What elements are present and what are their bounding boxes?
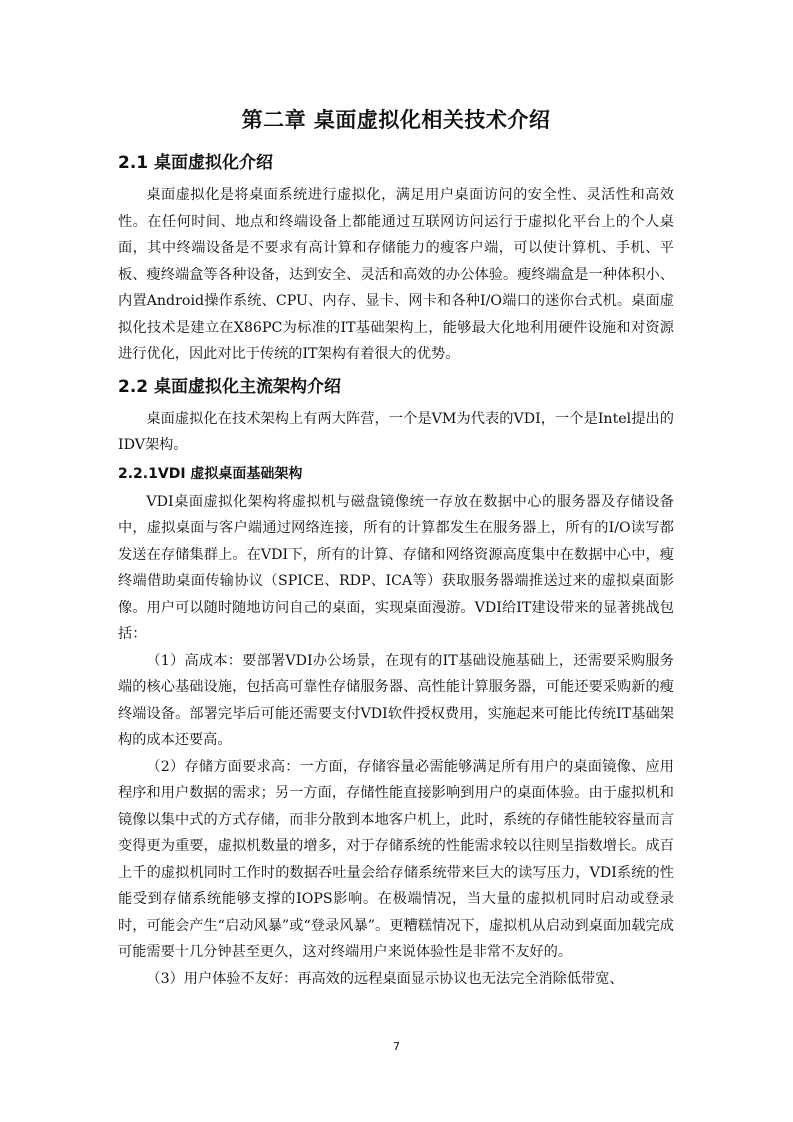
chapter-title: 第二章 桌面虚拟化相关技术介绍: [241, 108, 551, 132]
paragraph: （1）高成本：要部署VDI办公场景，在现有的IT基础设施基础上，还需要采购服务端的核心基础设施，包括高可靠性存储服务器、高性能计算服务器，可能还要采购新的瘦终端设备。部署完毕后可能还需要支付VDI软件授权费用，实施起来可能比传统IT基础架构的成本还要高。: [118, 652, 674, 748]
section-heading-2-1: 2.1 桌面虚拟化介绍: [118, 153, 274, 173]
paragraph: （2）存储方面要求高：一方面，存储容量必需能够满足所有用户的桌面镜像、应用程序和用户数据的需求；另一方面，存储性能直接影响到用户的桌面体验。由于虚拟机和镜像以集中式的方式存储，而非分散到本地客户机上，此时，系统的存储性能较容量而言变得更为重要，虚拟机数量的增多，对于存储系统的性能需求较以往则呈指数增长。成百上千的虚拟机同时工作时的数据吞吐量会给存储系统带来巨大的读写压力，VDI系统的性能受到存储系统能够支撑的IOPS影响。在极端情况，当大量的虚拟机同时启动或登录时，可能会产生“启动风暴”或“登录风暴”。更糟糕情况下，虚拟机从启动到桌面加载完成可能需要十几分钟甚至更久，这对终端用户来说体验性是非常不友好的。: [118, 758, 674, 960]
page-content: [118, 104, 674, 992]
paragraph: 桌面虚拟化是将桌面系统进行虚拟化，满足用户桌面访问的安全性、灵活性和高效性。在任何时间、地点和终端设备上都能通过互联网访问运行于虚拟化平台上的个人桌面，其中终端设备是不要求有高计算和存储能力的瘦客户端，可以使计算机、手机、平板、瘦终端盒等各种设备，达到安全、灵活和高效的办公体验。瘦终端盒是一种体积小、内置Android操作系统、CPU、内存、显卡、网卡和各种I/O端口的迷你台式机。桌面虚拟化技术是建立在X86PC为标准的IT基础架构上，能够最大化地利用硬件设施和对资源进行优化，因此对比于传统的IT架构有着很大的优势。: [118, 187, 674, 362]
subsection-heading-2-2-1: 2.2.1VDI 虚拟桌面基础架构: [118, 465, 303, 482]
paragraph: （3）用户体验不友好：再高效的远程桌面显示协议也无法完全消除低带宽、: [146, 970, 624, 987]
paragraph: VDI桌面虚拟化架构将虚拟机与磁盘镜像统一存放在数据中心的服务器及存储设备中，虚拟桌面与客户端通过网络连接，所有的计算都发生在服务器上，所有的I/O读写都发送在存储集群上。在VDI下，所有的计算、存储和网络资源高度集中在数据中心中，瘦终端借助桌面传输协议（SPICE、RDP、ICA等）获取服务器端推送过来的虚拟桌面影像。用户可以随时随地访问自己的桌面，实现桌面漫游。VDI给IT建设带来的显著挑战包括：: [118, 493, 674, 642]
page-number: 7: [393, 1040, 400, 1053]
paragraph: 桌面虚拟化在技术架构上有两大阵营，一个是VM为代表的VDI，一个是Intel提出的IDV架构。: [118, 410, 674, 453]
section-heading-2-2: 2.2 桌面虚拟化主流架构介绍: [118, 376, 342, 397]
